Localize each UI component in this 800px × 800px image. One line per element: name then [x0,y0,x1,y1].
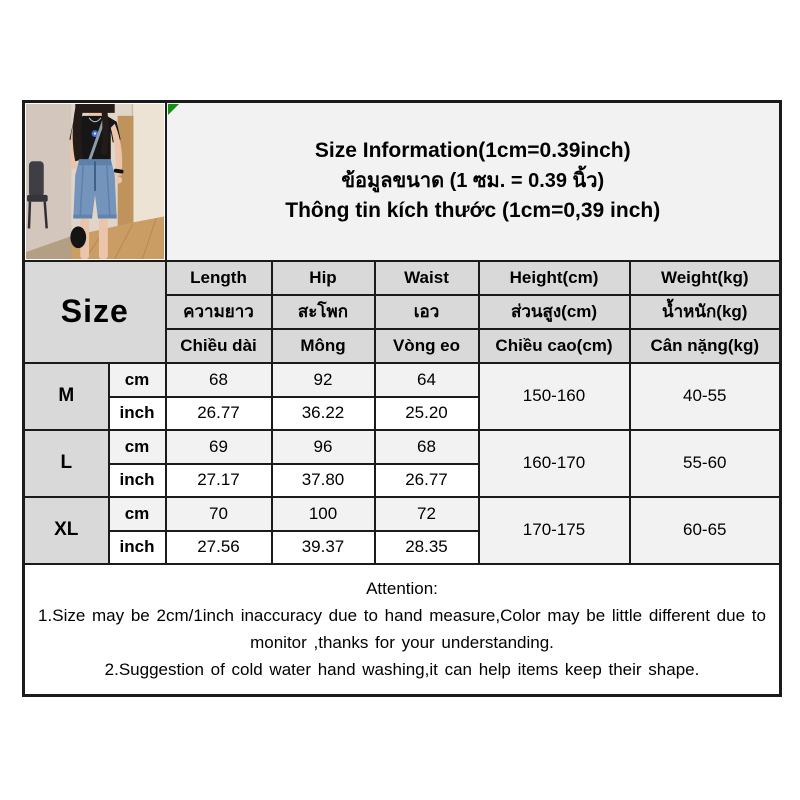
unit-label-inch: inch [109,531,166,564]
title-thai: ข้อมูลขนาด (1 ซม. = 0.39 นิ้ว) [341,170,605,193]
value-m-waist-inch: 25.20 [375,397,479,430]
col-header-waist-vi: Vòng eo [375,329,479,363]
attention-line-1: 1.Size may be 2cm/1inch inaccuracy due to hand measure,Color may be little different due to monitor ,thanks for your understanding. [38,606,766,653]
unit-label-cm: cm [109,497,166,531]
value-l-length-inch: 27.17 [166,464,272,497]
size-label-l: L [24,430,109,497]
value-xl-weight: 60-65 [630,497,781,564]
unit-label-inch: inch [109,464,166,497]
col-header-length-th: ความยาว [166,295,272,329]
value-l-weight: 55-60 [630,430,781,497]
value-m-waist-cm: 64 [375,363,479,397]
product-photo-cell [24,102,166,261]
value-l-hip-cm: 96 [272,430,375,464]
col-header-weight-th: น้ำหนัก(kg) [630,295,781,329]
value-xl-length-inch: 27.56 [166,531,272,564]
value-m-hip-cm: 92 [272,363,375,397]
col-header-hip-en: Hip [272,261,375,295]
size-corner-label: Size [24,261,166,363]
col-header-height-vi: Chiều cao(cm) [479,329,630,363]
size-label-xl: XL [24,497,109,564]
size-info-title-cell [166,102,781,261]
value-xl-waist-cm: 72 [375,497,479,531]
attention-heading: Attention: [366,579,438,599]
value-xl-length-cm: 70 [166,497,272,531]
value-xl-hip-inch: 39.37 [272,531,375,564]
table-row-m-cm [24,363,781,397]
value-m-height: 150-160 [479,363,630,430]
col-header-weight-en: Weight(kg) [630,261,781,295]
green-corner-marker-icon [168,104,179,115]
table-row-xl-cm [24,497,781,531]
value-xl-hip-cm: 100 [272,497,375,531]
unit-label-inch: inch [109,397,166,430]
value-l-height: 160-170 [479,430,630,497]
col-header-waist-th: เอว [375,295,479,329]
attention-line-2: 2.Suggestion of cold water hand washing,it can help items keep their shape. [104,660,700,680]
value-xl-waist-inch: 28.35 [375,531,479,564]
col-header-length-vi: Chiều dài [166,329,272,363]
col-header-length-en: Length [166,261,272,295]
col-header-hip-vi: Mông [272,329,375,363]
col-header-weight-vi: Cân nặng(kg) [630,329,781,363]
col-header-height-th: ส่วนสูง(cm) [479,295,630,329]
value-m-hip-inch: 36.22 [272,397,375,430]
value-l-length-cm: 69 [166,430,272,464]
attention-note [24,564,781,696]
table-row-l-cm [24,430,781,464]
value-xl-height: 170-175 [479,497,630,564]
col-header-waist-en: Waist [375,261,479,295]
unit-label-cm: cm [109,430,166,464]
size-table [22,100,782,697]
value-l-waist-cm: 68 [375,430,479,464]
col-header-height-en: Height(cm) [479,261,630,295]
size-chart-sheet [22,100,782,697]
value-l-hip-inch: 37.80 [272,464,375,497]
value-m-length-inch: 26.77 [166,397,272,430]
title-english: Size Information(1cm=0.39inch) [314,139,631,163]
value-m-weight: 40-55 [630,363,781,430]
title-vietnamese: Thông tin kích thước (1cm=0,39 inch) [285,199,661,223]
unit-label-cm: cm [109,363,166,397]
product-photo [26,104,164,259]
value-m-length-cm: 68 [166,363,272,397]
value-l-waist-inch: 26.77 [375,464,479,497]
size-label-m: M [24,363,109,430]
col-header-hip-th: สะโพก [272,295,375,329]
